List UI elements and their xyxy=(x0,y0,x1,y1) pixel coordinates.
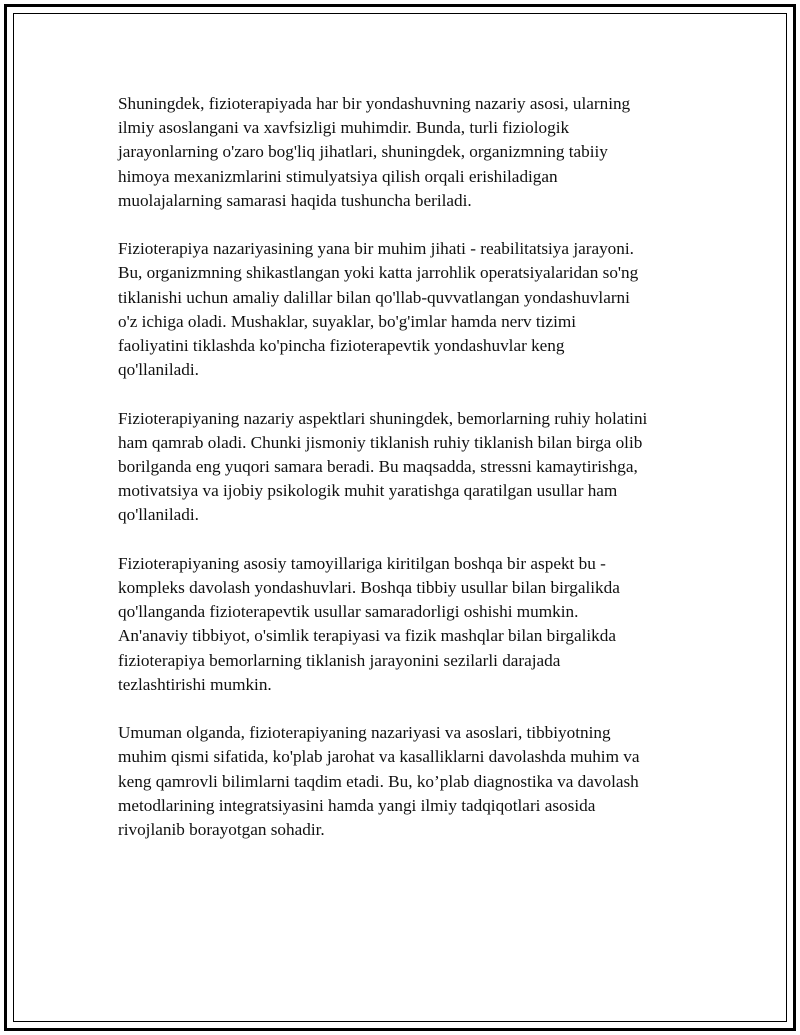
text-line: kompleks davolash yondashuvlari. Boshqa tibbiy usullar bilan birgalikda xyxy=(118,578,620,598)
text-line: tezlashtirishi mumkin. xyxy=(118,674,272,694)
text-line: qo'llanganda fizioterapevtik usullar samaradorligi oshishi mumkin. xyxy=(118,602,579,622)
text-line: Fizioterapiyaning asosiy tamoyillariga kiritilgan boshqa bir aspekt bu - xyxy=(118,553,606,573)
text-line: himoya mexanizmlarini stimulyatsiya qilish orqali erishiladigan xyxy=(118,166,558,186)
text-line: fizioterapiya bemorlarning tiklanish jarayonini sezilarli darajada xyxy=(118,650,561,670)
text-line: tiklanishi uchun amaliy dalillar bilan qo'llab-quvvatlangan yondashuvlarni xyxy=(118,287,630,307)
text-line: Fizioterapiyaning nazariy aspektlari shuningdek, bemorlarning ruhiy holatini xyxy=(118,408,648,428)
text-line: o'z ichiga oladi. Mushaklar, suyaklar, bo'g'imlar hamda nerv tizimi xyxy=(118,311,577,331)
text-line: motivatsiya va ijobiy psikologik muhit yaratishga qaratilgan usullar ham xyxy=(118,481,618,501)
text-line: Bu, organizmning shikastlangan yoki katta jarrohlik operatsiyalaridan so'ng xyxy=(118,263,639,283)
text-line: faoliyatini tiklashda ko'pincha fizioterapevtik yondashuvlar keng xyxy=(118,336,565,356)
text-line: borilganda eng yuqori samara beradi. Bu maqsadda, stressni kamaytirishga, xyxy=(118,457,638,477)
text-line: ilmiy asoslangani va xavfsizligi muhimdir. Bunda, turli fiziologik xyxy=(118,118,570,138)
text-line: muhim qismi sifatida, ko'plab jarohat va kasalliklarni davolashda muhim va xyxy=(118,747,640,767)
paragraph-4 xyxy=(118,552,698,697)
paragraph-3 xyxy=(118,407,698,528)
text-line: Shuningdek, fizioterapiyada har bir yondashuvning nazariy asosi, ularning xyxy=(118,94,631,113)
text-line: qo'llaniladi. xyxy=(118,505,199,525)
text-line: keng qamrovli bilimlarni taqdim etadi. Bu, ko’plab diagnostika va davolash xyxy=(118,771,639,791)
paragraph-1 xyxy=(118,92,698,213)
document-body xyxy=(118,92,698,866)
text-line: muolajalarning samarasi haqida tushuncha beriladi. xyxy=(118,190,472,210)
text-line: jarayonlarning o'zaro bog'liq jihatlari, shuningdek, organizmning tabiiy xyxy=(118,142,608,162)
text-line: ham qamrab oladi. Chunki jismoniy tiklanish ruhiy tiklanish bilan birga olib xyxy=(118,432,643,452)
paragraph-5 xyxy=(118,721,698,842)
text-line: Umuman olganda, fizioterapiyaning nazariyasi va asoslari, tibbiyotning xyxy=(118,723,611,743)
text-line: An'anaviy tibbiyot, o'simlik terapiyasi va fizik mashqlar bilan birgalikda xyxy=(118,626,617,646)
text-line: metodlarining integratsiyasini hamda yangi ilmiy tadqiqotlari asosida xyxy=(118,795,596,815)
paragraph-2 xyxy=(118,237,698,382)
text-line: rivojlanib borayotgan sohadir. xyxy=(118,820,325,840)
text-line: Fizioterapiya nazariyasining yana bir muhim jihati - reabilitatsiya jarayoni. xyxy=(118,239,634,259)
text-line: qo'llaniladi. xyxy=(118,360,199,380)
